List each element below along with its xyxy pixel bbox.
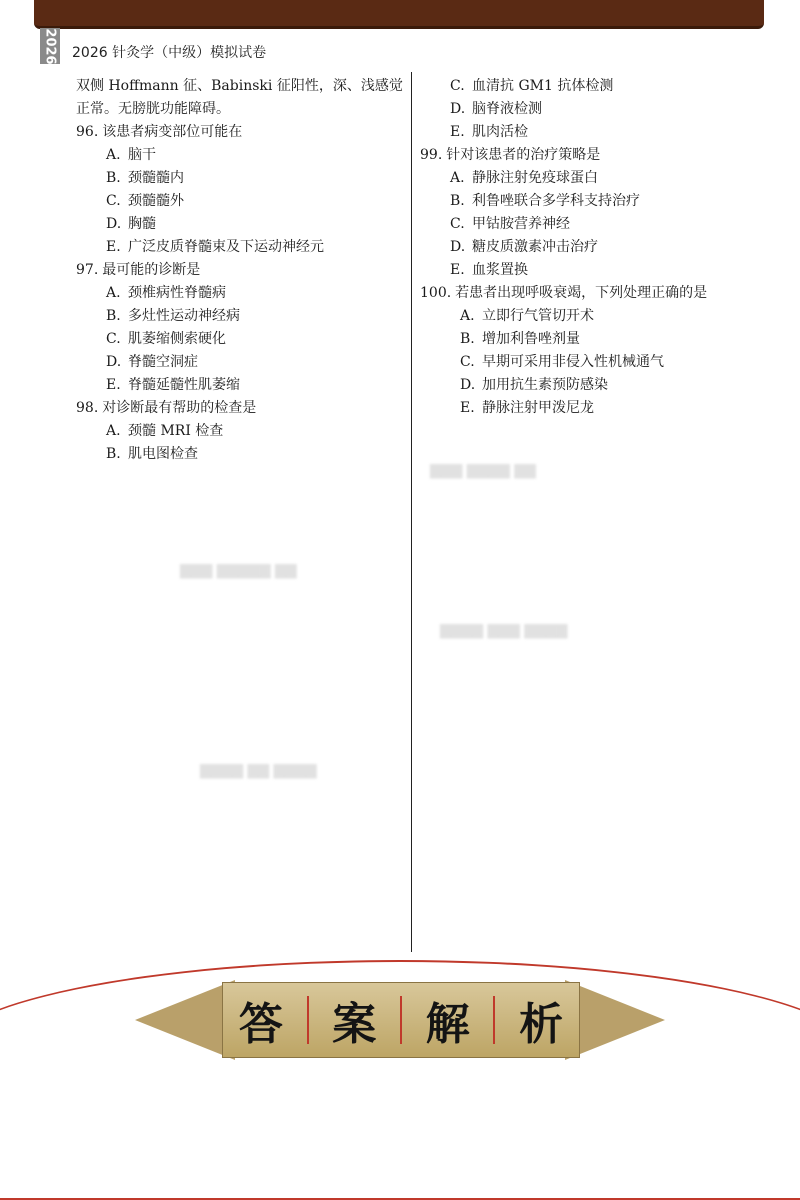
option-d[interactable]: D. 加用抗生素预防感染 [460,377,608,393]
question-98-continued [420,75,760,144]
case-intro-line: 正常。无膀胱功能障碍。 [76,101,230,117]
question-number: 96. [76,124,99,140]
question-100 [420,282,760,420]
column-divider [411,72,412,952]
banner-left-wing [135,980,235,1060]
banner-separator [307,996,309,1044]
spine-year-tab [40,28,60,64]
option-b[interactable]: B. 肌电图检查 [106,446,198,462]
option-e[interactable]: E. 静脉注射甲泼尼龙 [460,400,594,416]
right-column [420,75,760,420]
banner-char: 答 [238,999,283,1050]
banner-separator [493,996,495,1044]
question-98 [76,397,410,466]
option-e[interactable]: E. 脊髓延髓性肌萎缩 [106,377,240,393]
option-e[interactable]: E. 肌肉活检 [450,124,528,140]
question-stem: 若患者出现呼吸衰竭，下列处理正确的是 [455,285,708,301]
banner-char: 解 [425,999,470,1050]
top-decorative-bar [34,0,764,29]
question-number: 98. [76,400,99,416]
question-stem: 最可能的诊断是 [102,262,201,278]
option-c[interactable]: C. 早期可采用非侵入性机械通气 [460,354,664,370]
bleed-through-text: ▇▇▇▇ ▇▇▇ ▇▇▇▇ [440,623,568,639]
option-b[interactable]: B. 利鲁唑联合多学科支持治疗 [450,193,640,209]
question-number: 99. [420,147,443,163]
option-a[interactable]: A. 立即行气管切开术 [460,308,594,324]
answer-analysis-banner [222,982,580,1058]
banner-right-wing [565,980,665,1060]
option-a[interactable]: A. 脑干 [106,147,156,163]
option-b[interactable]: B. 颈髓髓内 [106,170,184,186]
question-97 [76,259,410,397]
option-d[interactable]: D. 脑脊液检测 [450,101,542,117]
case-intro-line: 双侧 Hoffmann 征、Babinski 征阳性，深、浅感觉 [76,78,403,94]
bleed-through-text: ▇▇▇ ▇▇▇▇▇ ▇▇ [180,563,297,579]
option-d[interactable]: D. 胸髓 [106,216,156,232]
banner-separator [400,996,402,1044]
banner-char: 案 [332,999,377,1050]
page-header-title: 2026 针灸学（中级）模拟试卷 [72,45,267,61]
option-d[interactable]: D. 脊髓空洞症 [106,354,198,370]
question-99 [420,144,760,282]
question-stem: 针对该患者的治疗策略是 [446,147,601,163]
question-stem: 对诊断最有帮助的检查是 [102,400,257,416]
option-b[interactable]: B. 多灶性运动神经病 [106,308,240,324]
option-a[interactable]: A. 颈椎病性脊髓病 [106,285,226,301]
option-e[interactable]: E. 血浆置换 [450,262,528,278]
bleed-through-text: ▇▇▇ ▇▇▇▇ ▇▇ [430,463,536,479]
option-d[interactable]: D. 糖皮质激素冲击治疗 [450,239,598,255]
option-c[interactable]: C. 颈髓髓外 [106,193,184,209]
option-b[interactable]: B. 增加利鲁唑剂量 [460,331,580,347]
bleed-through-text: ▇▇▇▇ ▇▇ ▇▇▇▇ [200,763,317,779]
question-96 [76,121,410,259]
option-a[interactable]: A. 静脉注射免疫球蛋白 [450,170,598,186]
option-e[interactable]: E. 广泛皮质脊髓束及下运动神经元 [106,239,324,255]
question-number: 97. [76,262,99,278]
spine-label: 2026 [42,27,58,65]
question-stem: 该患者病变部位可能在 [102,124,243,140]
option-a[interactable]: A. 颈髓 MRI 检查 [106,423,224,439]
option-c[interactable]: C. 肌萎缩侧索硬化 [106,331,226,347]
option-c[interactable]: C. 血清抗 GM1 抗体检测 [450,78,614,94]
question-number: 100. [420,285,452,301]
banner-char: 析 [519,999,564,1050]
option-c[interactable]: C. 甲钴胺营养神经 [450,216,570,232]
left-column [76,75,410,466]
